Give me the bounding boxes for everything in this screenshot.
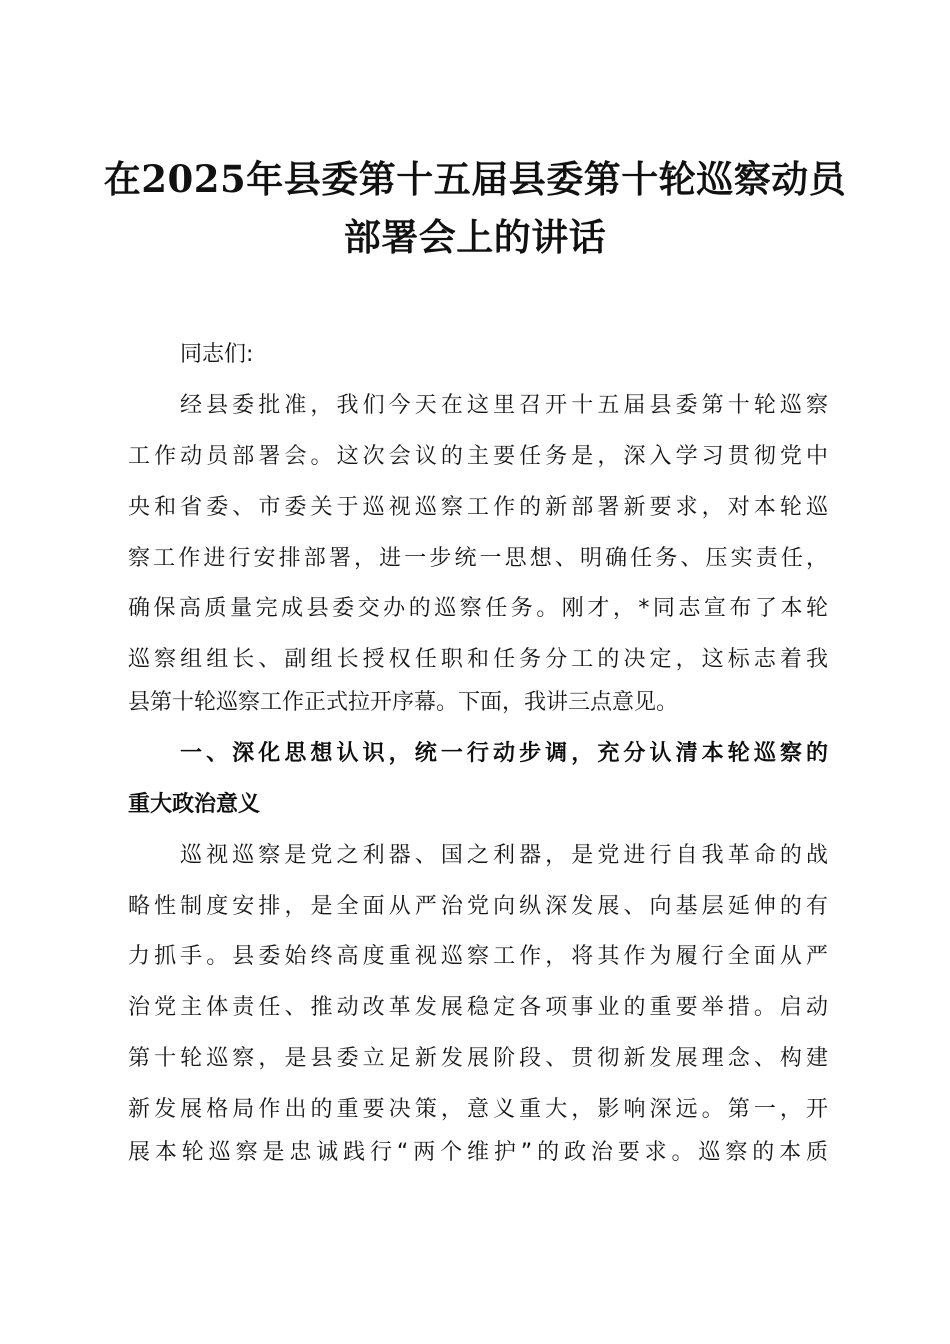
paragraph-2-line: 新发展格局作出的重要决策，意义重大，影响深远。第一，开 [128, 1097, 828, 1122]
paragraph-1-line: 巡察组组长、副组长授权任职和任务分工的决定，这标志着我 [128, 647, 828, 672]
paragraph-2-line: 力抓手。县委始终高度重视巡察工作，将其作为履行全面从严 [128, 944, 828, 969]
paragraph-1-line: 央和省委、市委关于巡视巡察工作的新部署新要求，对本轮巡 [128, 495, 828, 520]
section-heading-1-line: 一、深化思想认识，统一行动步调，充分认清本轮巡察的 [180, 741, 828, 766]
paragraph-2-line: 略性制度安排，是全面从严治党向纵深发展、向基层延伸的有 [128, 894, 828, 919]
section-heading-1-line: 重大政治意义 [128, 792, 261, 817]
salutation: 同志们: [180, 342, 254, 367]
document-title-line-1: 在2025年县委第十五届县委第十轮巡察动员 [103, 157, 847, 201]
paragraph-2-line: 治党主体责任、推动改革发展稳定各项事业的重要举措。启动 [128, 995, 828, 1020]
paragraph-1-line: 工作动员部署会。这次会议的主要任务是，深入学习贯彻党中 [128, 444, 828, 469]
document-title-line-2: 部署会上的讲话 [343, 215, 607, 259]
paragraph-2-line: 第十轮巡察，是县委立足新发展阶段、贯彻新发展理念、构建 [128, 1046, 828, 1071]
paragraph-2-line: 巡视巡察是党之利器、国之利器，是党进行自我革命的战 [180, 843, 828, 868]
paragraph-1-line: 经县委批准，我们今天在这里召开十五届县委第十轮巡察 [180, 393, 828, 418]
paragraph-1-line: 察工作进行安排部署，进一步统一思想、明确任务、压实责任， [128, 546, 828, 571]
paragraph-1-line: 县第十轮巡察工作正式拉开序幕。下面，我讲三点意见。 [128, 690, 679, 715]
paragraph-1-line: 确保高质量完成县委交办的巡察任务。刚才，*同志宣布了本轮 [128, 596, 828, 621]
paragraph-2-line: 展本轮巡察是忠诚践行“两个维护”的政治要求。巡察的本质 [128, 1140, 828, 1165]
